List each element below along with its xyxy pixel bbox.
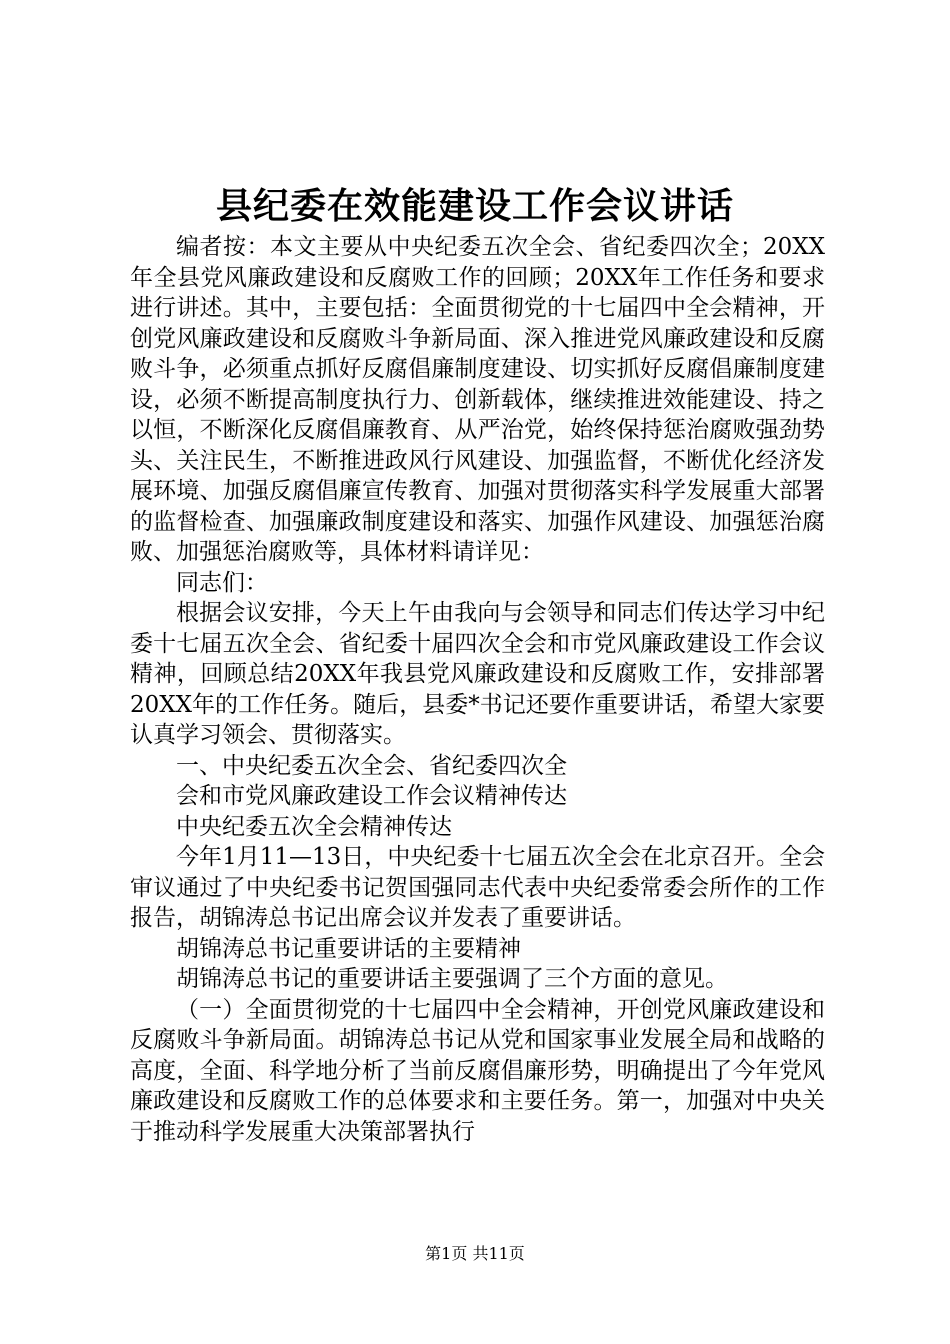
section-heading-line-1: 一、中央纪委五次全会、省纪委四次全: [176, 752, 567, 779]
speech-summary-paragraph: 胡锦涛总书记的重要讲话主要强调了三个方面的意见。: [176, 966, 728, 992]
plenary-paragraph: 今年1月11—13日，中央纪委十七届五次全会在北京召开。全会审议通过了中央纪委书记贺国强同志代表中央纪委常委会所作的工作报告，胡锦涛总书记出席会议并发表了重要讲话。: [130, 844, 825, 931]
speech-heading: 胡锦涛总书记重要讲话的主要精神: [176, 935, 521, 962]
point-one-paragraph: （一）全面贯彻党的十七届四中全会精神，开创党风廉政建设和反腐败斗争新局面。胡锦涛总书记从党和国家事业发展全局和战略的高度，全面、科学地分析了当前反腐倡廉形势，明确提出了今年党风廉政建设和反腐败工作的总体要求和主要任务。第一，加强对中央关于推动科学发展重大决策部署执行: [130, 996, 825, 1145]
section-heading-line-2: 会和市党风廉政建设工作会议精神传达: [176, 783, 567, 809]
document-body: [130, 232, 825, 1147]
document-title: 县纪委在效能建设工作会议讲话: [215, 185, 734, 227]
subsection-heading: 中央纪委五次全会精神传达: [176, 813, 452, 840]
page-footer: 第1页 共11页: [425, 1244, 525, 1263]
editor-note-paragraph: 编者按：本文主要从中央纪委五次全会、省纪委四次全；20XX年全县党风廉政建设和反腐败工作的回顾；20XX年工作任务和要求进行讲述。其中，主要包括：全面贯彻党的十七届四中全会精神，开创党风廉政建设和反腐败斗争新局面、深入推进党风廉政建设和反腐败斗争，必须重点抓好反腐倡廉制度建设、切实抓好反腐倡廉制度建设，必须不断提高制度执行力、创新载体，继续推进效能建设、持之以恒，不断深化反腐倡廉教育、从严治党，始终保持惩治腐败强劲势头、关注民生，不断推进政风行风建设、加强监督，不断优化经济发展环境、加强反腐倡廉宣传教育、加强对贯彻落实科学发展重大部署的监督检查、加强廉政制度建设和落实、加强作风建设、加强惩治腐败、加强惩治腐败等，具体材料请详见：: [130, 234, 825, 565]
salutation-paragraph: 同志们：: [176, 569, 268, 596]
intro-paragraph: 根据会议安排，今天上午由我向与会领导和同志们传达学习中纪委十七届五次全会、省纪委十届四次全会和市党风廉政建设工作会议精神，回顾总结20XX年我县党风廉政建设和反腐败工作，安排部署20XX年的工作任务。随后，县委*书记还要作重要讲话，希望大家要认真学习领会、贯彻落实。: [130, 600, 825, 748]
